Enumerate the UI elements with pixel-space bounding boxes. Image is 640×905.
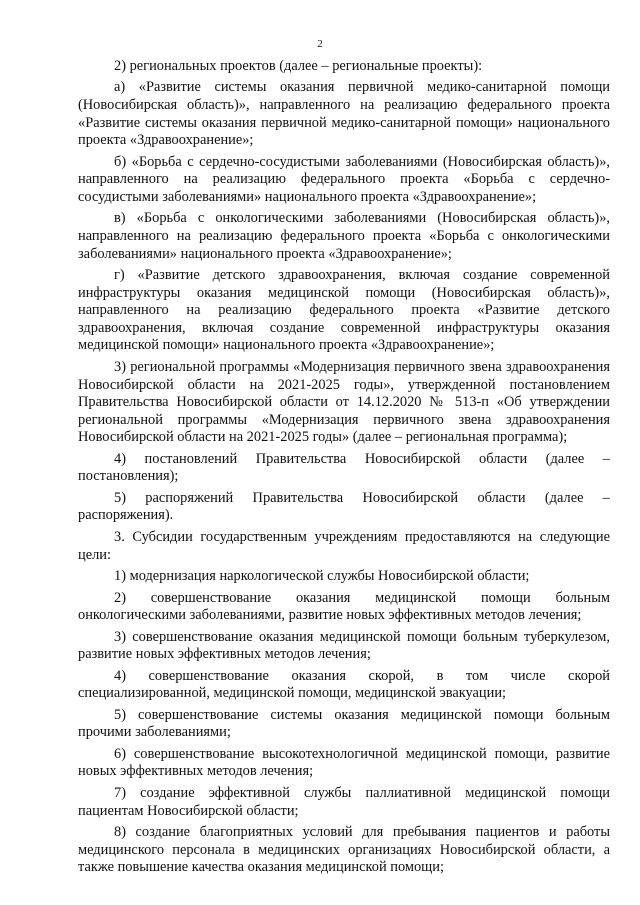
paragraph: а) «Развитие системы оказания первичной медико-санитарной помощи (Новосибирская область)», направленного на реализацию федерального проекта «Развитие системы оказания первичной медико-санитарной помощи» национального проекта «Здравоохранение»; [78,79,610,149]
paragraph: 8) создание благоприятных условий для пребывания пациентов и работы медицинского персонала в медицинских организациях Новосибирской области, а также повышение качества оказания медицинской помощи; [78,824,610,876]
paragraph: 4) совершенствование оказания скорой, в том числе скорой специализированной, медицинской помощи, медицинской эвакуации; [78,667,610,702]
paragraph: 7) создание эффективной службы паллиативной медицинской помощи пациентам Новосибирской области; [78,784,610,819]
paragraph: 5) распоряжений Правительства Новосибирской области (далее – распоряжения). [78,489,610,524]
paragraph: 2) региональных проектов (далее – региональные проекты): [114,58,483,74]
paragraph: 3) региональной программы «Модернизация первичного звена здравоохранения Новосибирской области на 2021-2025 годы», утвержденной постановлением Правительства Новосибирской области от 14.12.2020 № 513-п «Об утверждении региональной программы «Модернизация первичного звена здравоохранения Новосибирской области на 2021-2025 годы» (далее – региональная программа); [78,358,610,446]
paragraph: г) «Развитие детского здравоохранения, включая создание современной инфраструктуры оказания медицинской помощи (Новосибирская область)», направленного на реализацию федерального проекта «Развитие детского здравоохранения, включая создание современной инфраструктуры оказания медицинской помощи» национального проекта «Здравоохранение»; [78,267,610,354]
paragraph: 4) постановлений Правительства Новосибирской области (далее – постановления); [78,450,610,485]
paragraph: 5) совершенствование системы оказания медицинской помощи больным прочими заболеваниями; [78,706,610,741]
paragraph: 1) модернизация наркологической службы Новосибирской области; [114,568,530,585]
paragraph: б) «Борьба с сердечно-сосудистыми заболеваниями (Новосибирская область)», направленного на реализацию федерального проекта «Борьба с сердечно-сосудистыми заболеваниями» национального проекта «Здравоохранение»; [78,153,610,205]
paragraph: 3. Субсидии государственным учреждениям предоставляются на следующие цели: [78,528,610,563]
document-body [78,58,610,881]
paragraph: в) «Борьба с онкологическими заболеваниями (Новосибирская область)», направленного на реализацию федерального проекта «Борьба с онкологическими заболеваниями» национального проекта «Здравоохранение»; [78,210,610,262]
paragraph: 2) совершенствование оказания медицинской помощи больным онкологическими заболеваниями, развитие новых эффективных методов лечения; [78,589,610,624]
page-number: 2 [317,38,323,50]
paragraph: 6) совершенствование высокотехнологичной медицинской помощи, развитие новых эффективных методов лечения; [78,745,610,780]
paragraph: 3) совершенствование оказания медицинской помощи больным туберкулезом, развитие новых эффективных методов лечения; [78,628,610,663]
